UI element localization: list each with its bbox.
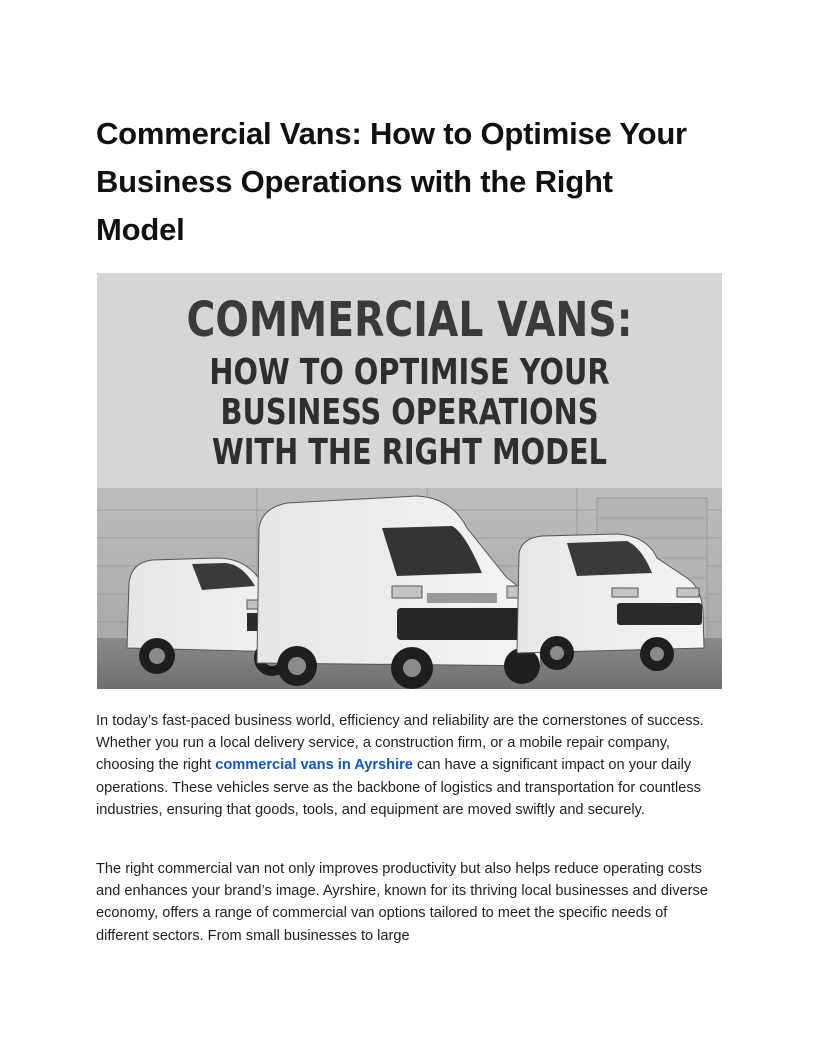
intro-text-end: can have a significant impact on your daily operations. These vehicles serve as the backbone of logistics and transportation for countless industries, ensuring that goods, tools, and equipment are moved swiftly and securely. xyxy=(96,757,701,818)
intro-text-start: In today’s fast-paced business world, efficiency and reliability are the cornerstones of success. Whether you run a local delivery service, a construction firm, or a mobile repair company, choosing the right xyxy=(96,713,704,774)
hero-banner xyxy=(97,273,722,488)
page-title: Commercial Vans: How to Optimise Your Business Operations with the Right Model xyxy=(96,116,687,247)
hero-heading-line-4: WITH THE RIGHT MODEL xyxy=(211,432,608,473)
hero-heading-line-1: COMMERCIAL VANS: xyxy=(186,292,633,348)
hero-heading-line-3: BUSINESS OPERATIONS xyxy=(220,392,599,433)
vans-photo xyxy=(97,488,722,689)
hero-image xyxy=(97,273,722,689)
commercial-vans-link[interactable]: commercial vans in Ayrshire xyxy=(215,757,413,774)
hero-heading-line-2: HOW TO OPTIMISE YOUR xyxy=(209,352,610,393)
second-paragraph: The right commercial van not only improves productivity but also helps reduce operating costs and enhances your brand’s image. Ayrshire, known for its thriving local businesses and diverse economy, offers a range of commercial van options tailored to meet the specific needs of different sectors. From small businesses to large xyxy=(96,861,708,944)
intro-paragraph xyxy=(96,710,721,821)
